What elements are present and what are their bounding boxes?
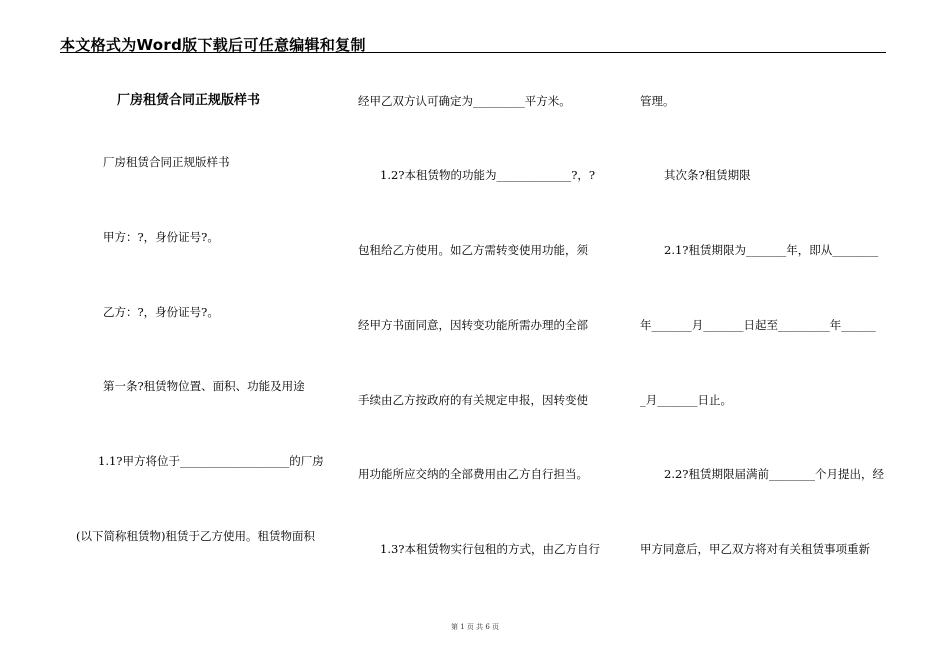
text-line: 经甲乙双方认可确定为_________平方米。 [358,94,571,108]
text-line: 经甲方书面同意，因转变功能所需办理的全部 [358,318,588,332]
text-line: _月_______日止。 [640,393,732,407]
text-line: 甲方同意后，甲乙双方将对有关租赁事项重新 [640,542,870,556]
page-footer: 第 1 页 共 6 页 [450,623,500,631]
text-line: 甲方：?，身份证号?。 [103,230,219,244]
text-line: 2.1?租赁期限为_______年，即从________ [664,243,879,257]
text-line: (以下简称租赁物)租赁于乙方使用。租赁物面积 [76,529,315,543]
text-line: 其次条?租赁期限 [664,168,751,182]
text-line: 1.3?本租赁物实行包租的方式，由乙方自行 [380,542,600,556]
text-line: 乙方：?，身份证号?。 [103,305,219,319]
text-line: 包租给乙方使用。如乙方需转变使用功能，须 [358,243,588,257]
header-rule [60,52,886,53]
text-line: 用功能所应交纳的全部费用由乙方自行担当。 [358,467,588,481]
text-line: 1.1?甲方将位于___________________的厂房 [98,454,324,468]
text-line: 1.2?本租赁物的功能为_____________?，? [380,168,596,182]
text-line: 厂房租赁合同正规版样书 [103,155,230,169]
header-title: 本文格式为Word版下载后可任意编辑和复制 [60,36,366,54]
text-line: 管理。 [640,94,675,108]
text-line: 手续由乙方按政府的有关规定申报，因转变使 [358,393,588,407]
text-line: 2.2?租赁期限届满前________个月提出，经 [664,467,884,481]
document-title: 厂房租赁合同正规版样书 [117,93,261,108]
text-line: 年_______月_______日起至_________年______ [640,318,876,332]
text-line: 第一条?租赁物位置、面积、功能及用途 [103,379,305,393]
